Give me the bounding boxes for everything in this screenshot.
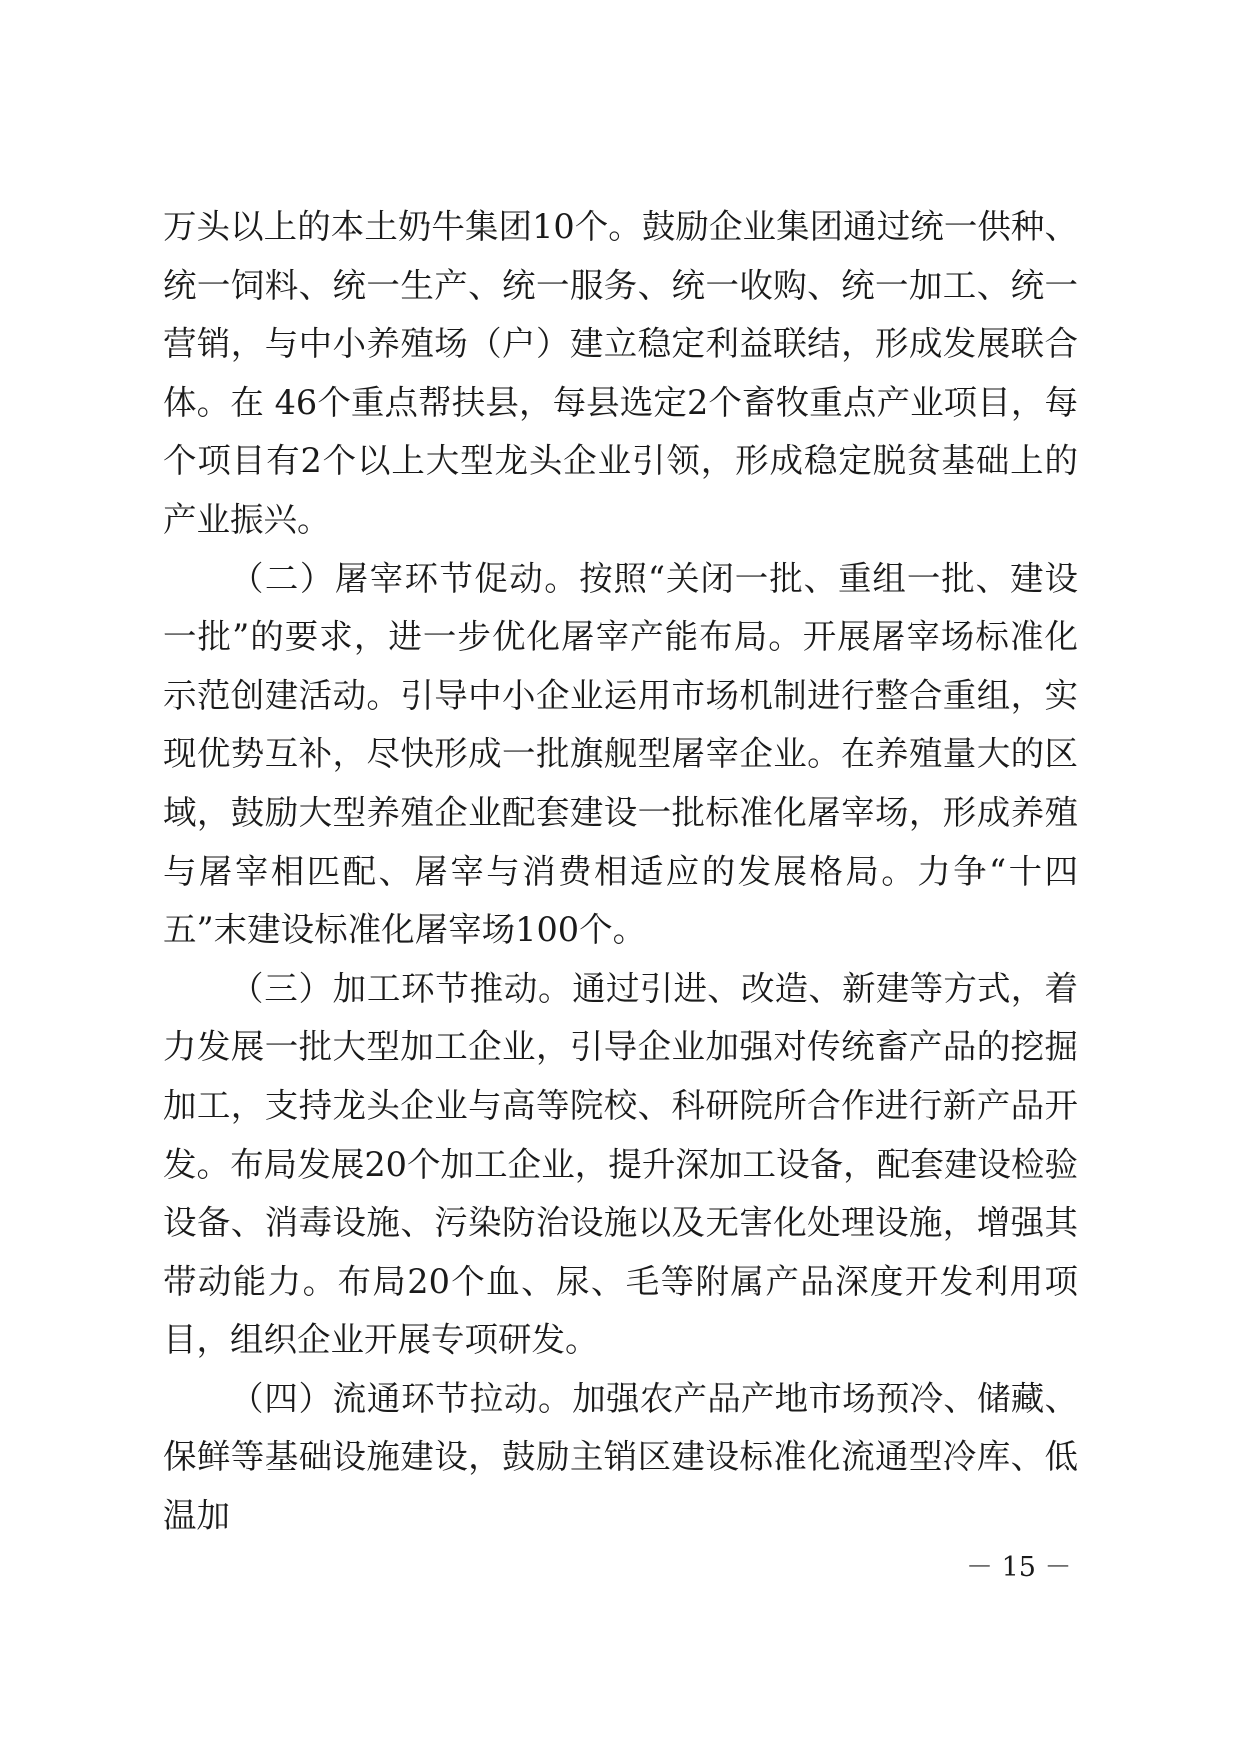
- paragraph-processing: [163, 960, 1078, 1370]
- paragraph-text: 通过引进、改造、新建等方式，着力发展一批大型加工企业，引导企业加强对传统畜产品的挖掘加工，支持龙头企业与高等院校、科研院所合作进行新产品开发。布局发展20个加工企业，提升深加工设备，配套建设检验设备、消毒设施、污染防治设施以及无害化处理设施，增强其带动能力。布局20个血、尿、毛等附属产品深度开发利用项目，组织企业开展专项研发。: [163, 968, 1079, 1360]
- section-heading-circulation: （四）流通环节拉动。: [230, 1378, 573, 1418]
- page-number: － 15 －: [966, 1552, 1072, 1583]
- paragraph-circulation: [163, 1370, 1078, 1546]
- document-body: [163, 198, 1078, 1546]
- paragraph-text: 按照“关闭一批、重组一批、建设一批”的要求，进一步优化屠宰产能布局。开展屠宰场标准化示范创建活动。引导中小企业运用市场机制进行整合重组，实现优势互补，尽快形成一批旗舰型屠宰企业。在养殖量大的区域，鼓励大型养殖企业配套建设一批标准化屠宰场，形成养殖与屠宰相匹配、屠宰与消费相适应的发展格局。力争“十四五”末建设标准化屠宰场100个。: [163, 558, 1079, 950]
- section-heading-processing: （三）加工环节推动。: [230, 968, 573, 1008]
- section-heading-slaughter: （二）屠宰环节促动。: [230, 558, 580, 598]
- paragraph-slaughter: [163, 550, 1078, 960]
- paragraph-text: 加强农产品产地市场预冷、储藏、保鲜等基础设施建设，鼓励主销区建设标准化流通型冷库、低温加: [163, 1378, 1079, 1536]
- paragraph-continued: [163, 198, 1078, 550]
- paragraph-text: 万头以上的本土奶牛集团10个。鼓励企业集团通过统一供种、统一饲料、统一生产、统一服务、统一收购、统一加工、统一营销，与中小养殖场（户）建立稳定利益联结，形成发展联合体。在 46个重点帮扶县，每县选定2个畜牧重点产业项目，每个项目有2个以上大型龙头企业引领，形成稳定脱贫基础上的产业振兴。: [163, 207, 1078, 539]
